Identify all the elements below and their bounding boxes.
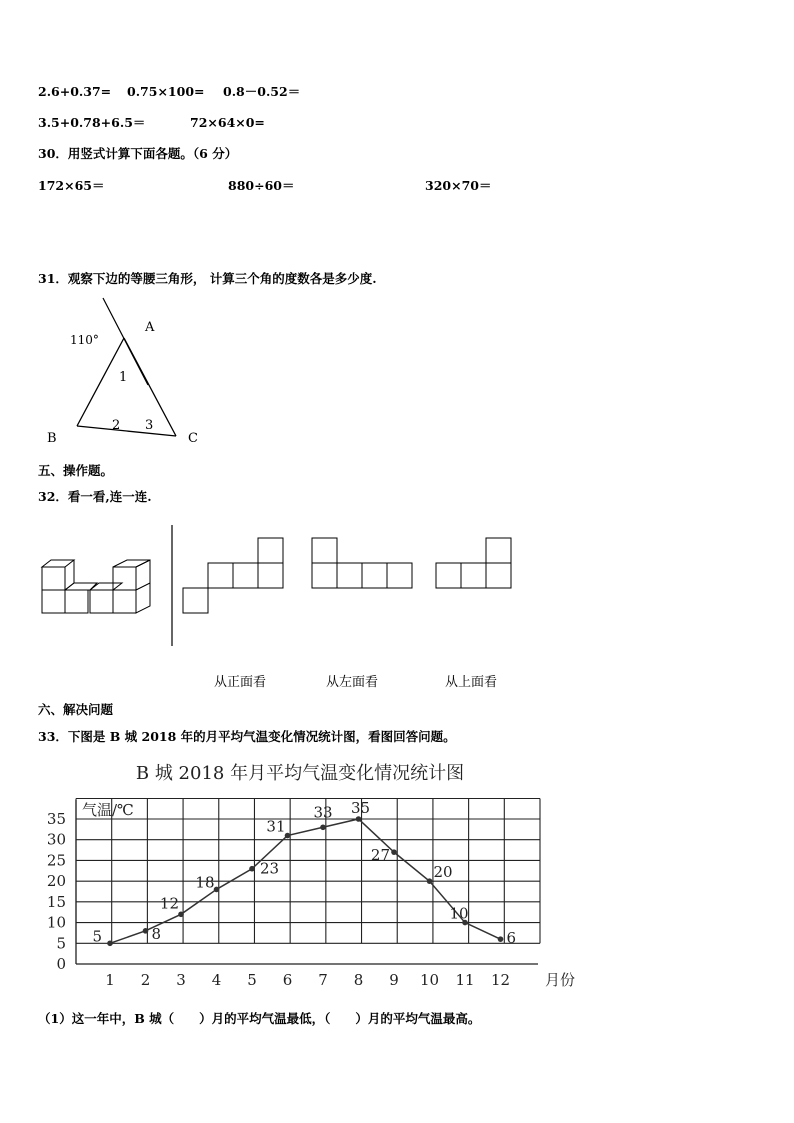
q33-sub1: （1）这一年中，B 城（ ）月的平均气温最低，（ ）月的平均气温最高。 (38, 1011, 481, 1026)
calc-item-5: 72×64×0= (190, 115, 265, 130)
x-tick-label: 8 (353, 971, 364, 989)
calc-item-3: 0.8－0.52＝ (223, 84, 301, 99)
data-label: 5 (92, 927, 102, 946)
data-label: 27 (370, 846, 390, 865)
x-tick-label: 4 (211, 971, 222, 989)
q30-item-1: 172×65＝ (38, 178, 105, 193)
x-tick-label: 1 (105, 971, 115, 989)
y-tick-label: 35 (46, 810, 66, 828)
view-label-top: 从上面看 (445, 675, 498, 690)
data-point (391, 849, 397, 855)
chart-grid (76, 799, 540, 944)
data-point (143, 928, 149, 934)
chart-ylabel: 气温/℃ (82, 801, 134, 819)
cube-views-figure (0, 520, 540, 650)
view-shape-1 (183, 538, 283, 613)
data-label: 35 (350, 799, 371, 817)
x-tick-label: 11 (455, 971, 475, 989)
data-label: 31 (266, 817, 286, 836)
calc-item-1: 2.6+0.37= (38, 84, 112, 99)
y-tick-label: 20 (46, 872, 66, 891)
x-tick-label: 9 (389, 971, 399, 989)
calc-item-4: 3.5+0.78+6.5＝ (38, 115, 146, 130)
y-tick-label: 5 (56, 934, 66, 953)
cube-solid (42, 560, 150, 613)
data-point (498, 936, 504, 942)
q32-title: 32．看一看,连一连. (38, 489, 152, 504)
vertex-b-label: B (47, 431, 57, 446)
section6-title: 六、解决问题 (38, 702, 114, 717)
q31-title: 31．观察下边的等腰三角形， 计算三个角的度数各是多少度. (38, 271, 377, 286)
q33-title: 33．下图是 B 城 2018 年的月平均气温变化情况统计图，看图回答问题。 (38, 729, 456, 744)
data-point (107, 940, 113, 946)
angle-3-label: 3 (145, 418, 154, 433)
section5-title: 五、操作题。 (38, 463, 114, 478)
angle-2-label: 2 (112, 418, 121, 433)
data-label: 12 (159, 894, 179, 913)
chart-xlabel: 月份 (545, 971, 576, 989)
q30-item-2: 880÷60＝ (228, 178, 295, 193)
temperature-line-chart (0, 755, 600, 995)
calc-item-2: 0.75×100= (127, 84, 205, 99)
data-point (427, 878, 433, 884)
angle-110-label: 110° (70, 333, 99, 347)
view-label-left: 从左面看 (326, 675, 379, 690)
side-ab (77, 338, 124, 426)
chart-title: B 城 2018 年月平均气温变化情况统计图 (135, 763, 465, 784)
x-tick-label: 3 (176, 971, 186, 989)
data-point (249, 866, 255, 872)
data-label: 20 (433, 863, 453, 882)
data-point (285, 833, 291, 839)
x-tick-label: 12 (490, 971, 511, 989)
y-tick-label: 0 (56, 955, 66, 973)
data-label: 33 (313, 803, 333, 822)
data-point (320, 824, 326, 830)
vertex-c-label: C (188, 431, 198, 446)
chart-series (92, 799, 516, 947)
angle-1-label: 1 (119, 370, 128, 385)
side-bc (77, 426, 176, 436)
q30-item-3: 320×70＝ (425, 178, 492, 193)
y-tick-label: 30 (46, 830, 66, 849)
x-tick-label: 10 (419, 971, 440, 989)
view-shape-2 (312, 538, 412, 588)
data-label: 6 (506, 929, 517, 948)
y-tick-label: 10 (46, 913, 66, 932)
data-label: 10 (449, 904, 469, 923)
vertex-a-label: A (145, 320, 155, 335)
x-tick-label: 6 (282, 971, 293, 989)
data-point (178, 911, 184, 917)
data-label: 8 (151, 924, 162, 943)
x-tick-label: 5 (247, 971, 257, 989)
view-shape-3 (436, 538, 511, 588)
x-tick-label: 2 (140, 971, 151, 989)
chart-axes (47, 800, 538, 989)
data-point (214, 887, 220, 893)
x-tick-label: 7 (318, 971, 328, 989)
view-label-front: 从正面看 (214, 675, 267, 690)
data-label: 18 (195, 873, 215, 892)
q30-title: 30．用竖式计算下面各题。（6 分） (38, 146, 238, 161)
data-point (356, 816, 362, 822)
y-tick-label: 25 (46, 851, 66, 870)
data-label: 23 (260, 859, 280, 878)
isosceles-triangle-figure (0, 290, 260, 460)
y-tick-label: 15 (46, 892, 66, 911)
